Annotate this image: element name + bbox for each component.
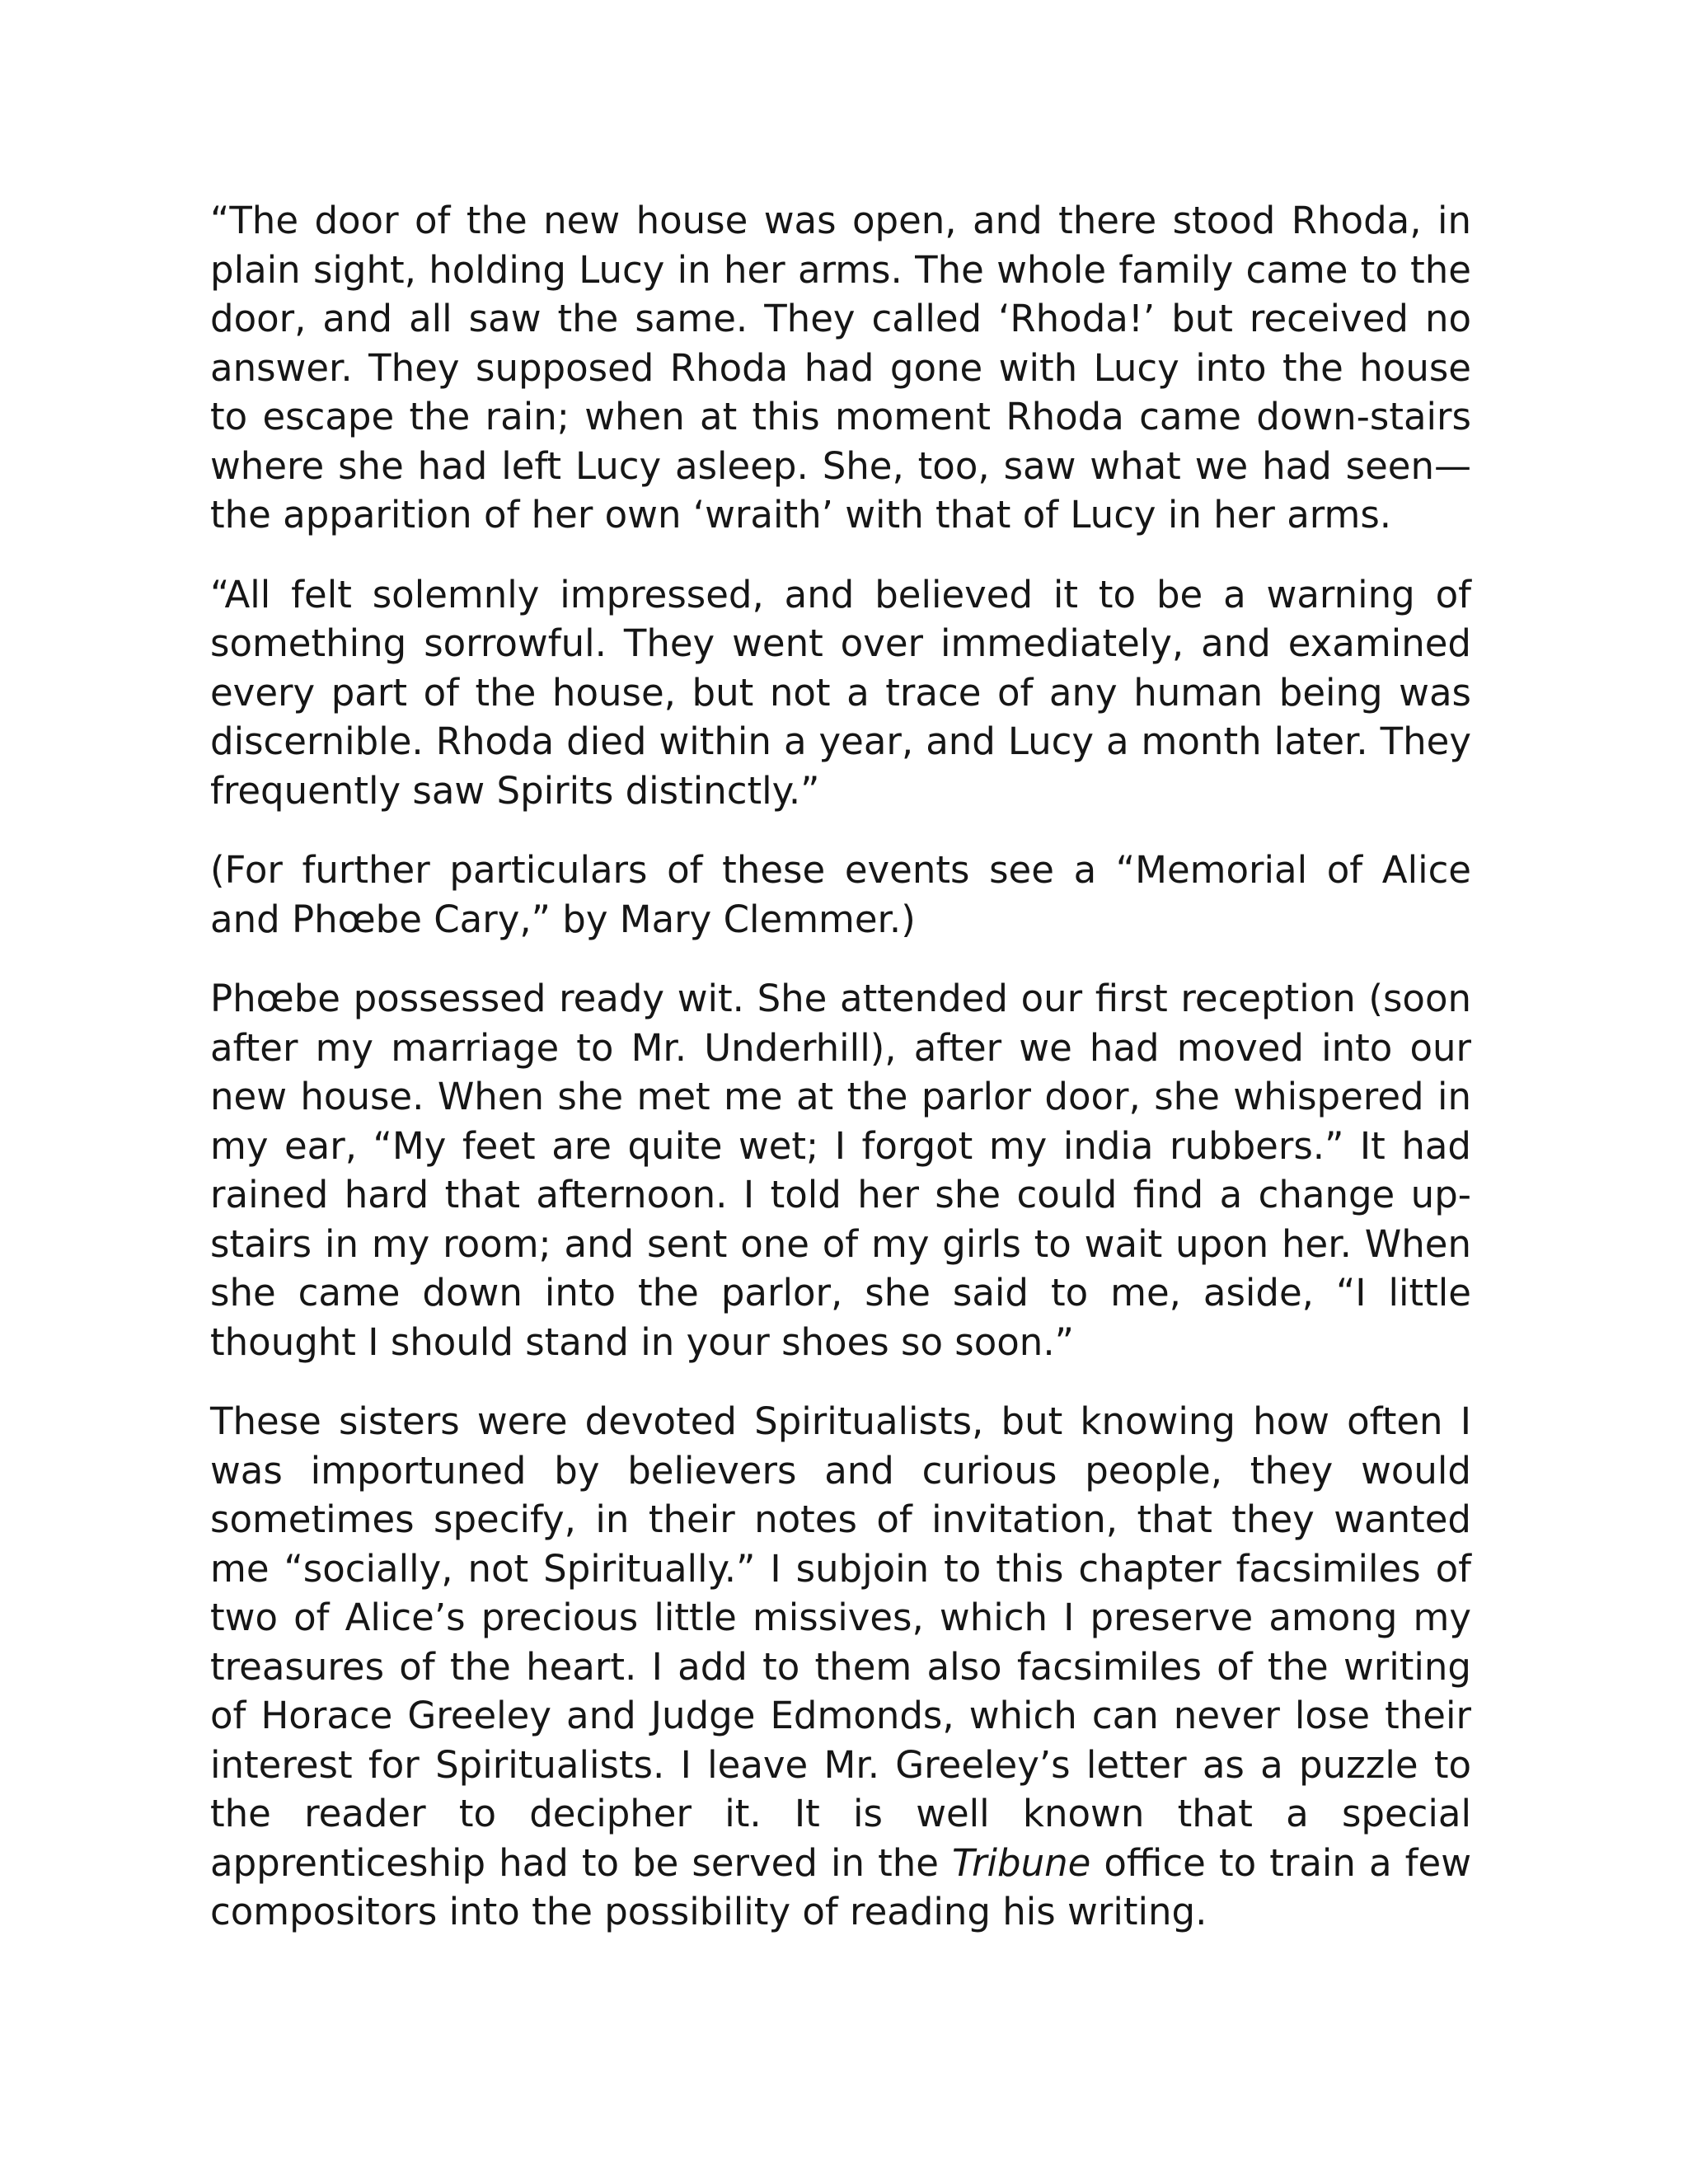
paragraph-spiritualists-text-before: These sisters were devoted Spiritualists, but knowing how often I was importuned by believers and curious people, they would sometimes specify, in their notes of invitation, that they wanted me “socially, not Spiritually.” I subjoin to this chapter facsimiles of two of Alice’s precious little missives, which I preserve among my treasures of the heart. I add to them also facsimiles of the writing of Horace Greeley and Judge Edmonds, which can never lose their interest for Spiritualists. I leave Mr. Greeley’s letter as a puzzle to the reader to decipher it. It is well known that a special apprenticeship had to be served in the (210, 1399, 1471, 1885)
paragraph-apparition: “The door of the new house was open, and there stood Rhoda, in plain sight, holding Lucy in her arms. The whole family came to the door, and all saw the same. They called ‘Rhoda!’ but received no answer. They supposed Rhoda had gone with Lucy into the house to escape the rain; when at this moment Rhoda came down-stairs where she had left Lucy asleep. She, too, saw what we had seen—the apparition of her own ‘wraith’ with that of Lucy in her arms. (210, 199, 1471, 537)
paragraph-warning: “All felt solemnly impressed, and believed it to be a warning of something sorrowful. They went over immediately, and examined every part of the house, but not a trace of any human being was discernible. Rhoda died within a year, and Lucy a month later. They frequently saw Spirits distinctly.” (210, 572, 1471, 813)
tribune-italic-title: Tribune (952, 1840, 1091, 1885)
paragraph-memorial-reference: (For further particulars of these events see a “Memorial of Alice and Phœbe Cary,” by Mary Clemmer.) (210, 848, 1471, 941)
paragraph-phoebe-wit: Phœbe possessed ready wit. She attended our first reception (soon after my marriage to Mr. Underhill), after we had moved into our new house. When she met me at the parlor door, she whispered in my ear, “My feet are quite wet; I forgot my india rubbers.” It had rained hard that afternoon. I told her she could find a change up-stairs in my room; and sent one of my girls to wait upon her. When she came down into the parlor, she said to me, aside, “I little thought I should stand in your shoes so soon.” (210, 977, 1471, 1364)
paragraph-spiritualists (210, 1397, 1471, 1937)
paragraph-spiritualists-text-after: office to train a few compositors into the possibility of reading his writing. (210, 1840, 1471, 1933)
document-page (210, 196, 1471, 1937)
